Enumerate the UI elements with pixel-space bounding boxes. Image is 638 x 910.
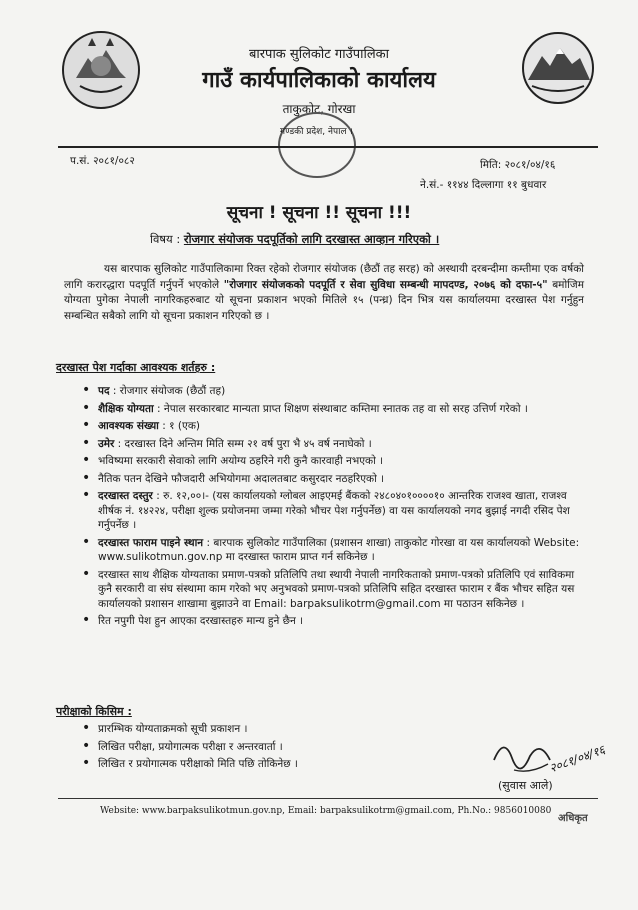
- requirement-text: : रोजगार संयोजक (छैठौं तह): [112, 385, 226, 397]
- requirement-item: [80, 614, 580, 629]
- requirement-text: : दरखास्त दिने अन्तिम मिति सम्म २१ वर्ष पुरा भै ४५ वर्ष ननाघेको ।: [117, 437, 372, 450]
- footer-contact: Website: www.barpaksulikotmun.gov.np, Email: barpaksulikotrm@gmail.com, Ph.No.: 9856010080: [100, 806, 552, 816]
- requirement-item: [80, 568, 580, 612]
- notice-title: सूचना ! सूचना !! सूचना !!!: [226, 203, 412, 223]
- requirement-text: : बारपाक सुलिकोट गाउँपालिका (प्रशासन शाखा) ताकुकोट गोरखा वा यस कार्यालयको Website: www.sulikotmun.gov.np मा दरखास्त फाराम प्राप्त गर्न सकिनेछ ।: [98, 536, 580, 563]
- requirements-title: दरखास्त पेश गर्दाका आवश्यक शर्तहरु :: [56, 361, 216, 374]
- requirement-label: आवश्यक संख्या: [98, 420, 159, 432]
- intro-part-2: बमोजिम योग्यता पुगेका नेपाली नागरिकहरुबाट यो सूचना प्रकाशन भएको मितिले १५ (पन्ध्र) दिन भित्र यस कार्यालयमा दरखास्त पेश गर्नुहुन सम्बन्धित सबैको लागि यो सूचना प्रकाशन गरिएको छ ।: [64, 278, 584, 322]
- intro-highlight: "रोजगार संयोजकको पदपूर्ति र सेवा सुविधा सम्बन्धी मापदण्ड, २०७६ को दफा-५": [223, 278, 548, 291]
- footer-stamp-word: अधिकृत: [558, 813, 588, 824]
- requirement-item: [80, 489, 580, 533]
- header-rule: [58, 146, 598, 148]
- requirement-item: [80, 536, 580, 565]
- exam-item: • लिखित र प्रयोगात्मक परीक्षाको मिति पछि तोकिनेछ ।: [80, 757, 480, 772]
- subject-text: रोजगार संयोजक पदपूर्तिको लागि दरखास्त आव्हान गरिएको ।: [183, 232, 440, 246]
- requirement-item: [80, 402, 580, 417]
- requirement-text: नैतिक पतन देखिने फौजदारी अभियोगमा अदालतबाट कसुरदार नठहरिएको ।: [98, 472, 385, 485]
- issue-date: मिति: २०८१/०४/१६: [480, 159, 556, 171]
- signatory-name: (सुवास आले): [498, 779, 553, 792]
- requirement-label: उमेर: [98, 437, 115, 450]
- requirement-item: [80, 454, 580, 469]
- office-name: गाउँ कार्यपालिकाको कार्यालय: [202, 68, 436, 93]
- requirement-text: रित नपुगी पेश हुन आएका दरखास्तहरु मान्य हुने छैन ।: [98, 615, 304, 627]
- requirement-text: : नेपाल सरकारबाट मान्यता प्राप्त शिक्षण संस्थाबाट कम्तिमा स्नातक तह वा सो सरह उत्तिर्ण गरेको ।: [157, 402, 528, 415]
- nepal-sambat-date: ने.सं.- ११४४ दिल्लागा ११ बुधवार: [420, 179, 547, 191]
- requirements-list: [80, 384, 580, 632]
- exam-item: • लिखित परीक्षा, प्रयोगात्मक परीक्षा र अन्तरवार्ता ।: [80, 740, 480, 755]
- requirement-item: [80, 419, 580, 434]
- province-text: गण्डकी प्रदेश, नेपाल ।: [280, 127, 353, 137]
- exam-item: • प्रारम्भिक योग्यताक्रमको सूची प्रकाशन ।: [80, 722, 480, 737]
- requirement-text: दरखास्त साथ शैक्षिक योग्यताका प्रमाण-पत्रको प्रतिलिपि तथा स्थायी नेपाली नागरिकताको प्रमाण-पत्रको प्रतिलिपि एवं साविकमा कुनै सरकारी वा संघ संस्थामा काम गरेको भए अनुभवको प्रमाण-पत्रको प्रतिलिपि सहित दरखास्त फाराम र बैंक भौचर सहित यस कार्यालयको प्रशासन शाखामा बुझाउने वा Email: barpaksulikotrm@gmail.com मा पठाउन सकिनेछ ।: [98, 568, 575, 610]
- signature-date: २०८१/०४/१६: [547, 742, 607, 776]
- requirement-text: भविष्यमा सरकारी सेवाको लागि अयोग्य ठहरिने गरी कुनै कारवाही नभएको ।: [98, 455, 384, 467]
- requirement-item: [80, 472, 580, 487]
- footer-rule: [58, 798, 598, 799]
- subject-label: विषय :: [150, 232, 181, 246]
- office-location: ताकुकोट, गोरखा: [282, 102, 356, 116]
- office-seal: [278, 112, 356, 178]
- subject-line: [150, 232, 439, 247]
- requirement-label: शैक्षिक योग्यता: [98, 402, 154, 415]
- intro-part-1: यस बारपाक सुलिकोट गाउँपालिकामा रिक्त रहेको रोजगार संयोजक (छैठौं तह सरह) को अस्थायी दरबन्दीमा कम्तीमा एक वर्षको लागि करारद्धारा पदपूर्ति गर्नुपर्ने भएकोले: [64, 263, 584, 291]
- requirement-text: : रु. १२,००।- (यस कार्यालयको ग्लोबल आइएमई बैंकको २४८०४०१००००१० आन्तरिक राजश्व खाता, राजश्व शीर्षक नं. १४२२४, परीक्षा शुल्क प्रयोजनमा जम्मा गरेको भौचर पेश गर्नुपर्नेछ) वा यस कार्यालयको नगद बुझाई नगदी रसिद पेश गर्नुपर्नेछ ।: [98, 490, 570, 531]
- requirement-item: [80, 384, 580, 399]
- requirement-label: दरखास्त दस्तुर: [98, 490, 153, 502]
- reference-number: प.सं. २०८१/०८२: [70, 155, 135, 167]
- requirement-item: [80, 437, 580, 452]
- requirement-label: दरखास्त फाराम पाइने स्थान: [98, 536, 204, 549]
- requirement-label: पद: [98, 385, 110, 397]
- requirement-text: : १ (एक): [162, 420, 200, 432]
- exam-title: परीक्षाको किसिम :: [56, 705, 132, 718]
- municipality-name: बारपाक सुलिकोट गाउँपालिका: [248, 47, 390, 62]
- exam-list: [80, 722, 480, 775]
- intro-paragraph: [64, 262, 584, 324]
